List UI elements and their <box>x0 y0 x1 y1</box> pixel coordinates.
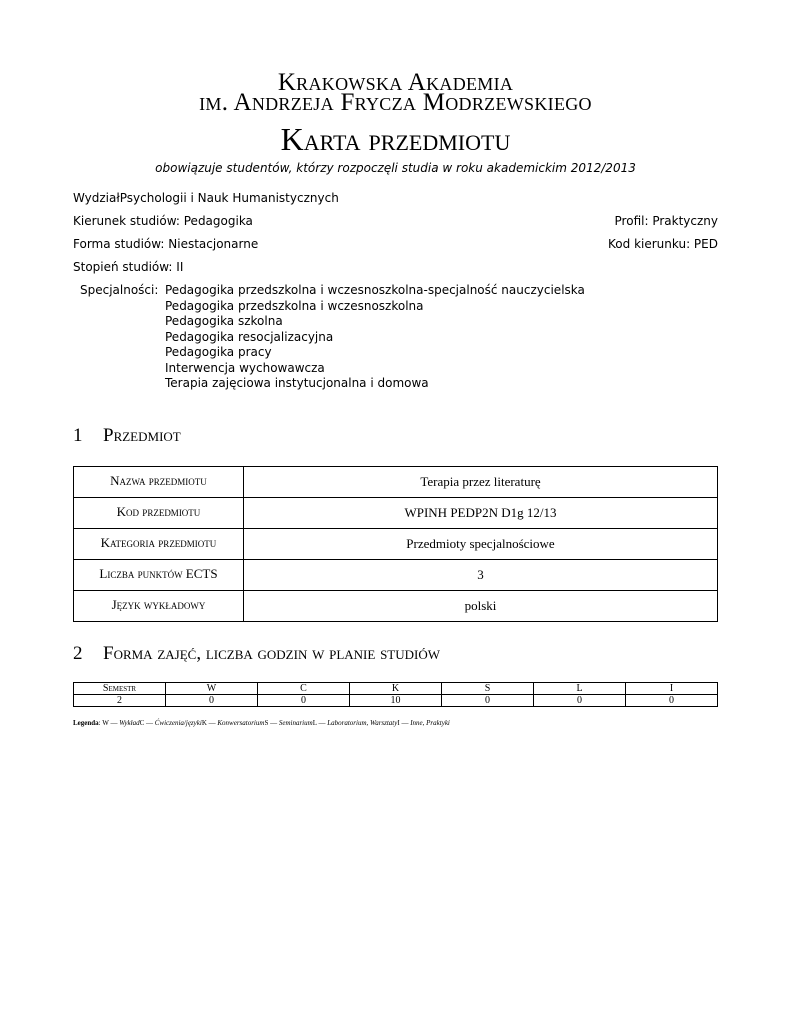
section-2-heading <box>73 643 440 665</box>
column-header: I <box>626 683 718 695</box>
university-name-line1: Krakowska Akademia <box>277 69 514 96</box>
legend-item: Ćwiczenia/języki <box>154 719 202 727</box>
page-title: Karta przedmiotu <box>280 121 511 157</box>
table-value-cell: Terapia przez literaturę <box>244 467 718 498</box>
legend-item: Wykład <box>119 719 140 727</box>
table-label-cell: Kod przedmiotu <box>74 498 244 529</box>
table-label-cell: Liczba punktów ECTS <box>74 560 244 591</box>
column-header: W <box>166 683 258 695</box>
list-item: Pedagogika przedszkolna i wczesnoszkolna-specjalność nauczycielska <box>165 283 585 297</box>
legend-label: Legenda <box>73 719 99 727</box>
legend-text: I — <box>397 719 411 727</box>
page-subtitle: obowiązuje studentów, którzy rozpoczęli studia w roku akademickim 2012/2013 <box>155 161 636 175</box>
faculty: WydziałPsychologii i Nauk Humanistycznych <box>73 191 339 205</box>
table-value-cell: Przedmioty specjalnościowe <box>244 529 718 560</box>
subject-table <box>73 466 718 622</box>
university-name-line2: im. Andrzeja Frycza Modrzewskiego <box>199 89 592 116</box>
legend <box>73 719 450 727</box>
table-value-cell: polski <box>244 591 718 622</box>
legend-text: : W — <box>98 719 120 727</box>
field-of-study: Kierunek studiów: Pedagogika <box>73 214 253 228</box>
table-cell: 0 <box>442 695 534 707</box>
section-number: 2 <box>73 643 83 664</box>
field-code: Kod kierunku: PED <box>608 237 718 251</box>
table-row <box>74 695 718 707</box>
list-item: Pedagogika przedszkolna i wczesnoszkolna <box>165 298 424 313</box>
column-header: K <box>350 683 442 695</box>
table-row <box>74 498 718 529</box>
legend-item: Seminarium <box>278 719 313 727</box>
table-label-cell: Kategoria przedmiotu <box>74 529 244 560</box>
section-title: Przedmiot <box>103 425 181 446</box>
legend-text: L — <box>312 719 328 727</box>
section-number: 1 <box>73 425 83 446</box>
legend-text: K — <box>201 719 218 727</box>
legend-item: Inne, Praktyki <box>410 719 450 727</box>
legend-item: Laboratorium, Warsztaty <box>327 719 398 727</box>
table-value-cell: WPINH PEDP2N D1g 12/13 <box>244 498 718 529</box>
table-row <box>74 591 718 622</box>
table-value-cell: 3 <box>244 560 718 591</box>
table-header-row <box>74 683 718 695</box>
study-level: Stopień studiów: II <box>73 260 184 274</box>
list-item: Pedagogika pracy <box>165 345 272 359</box>
section-1-heading <box>73 425 181 447</box>
column-header: S <box>442 683 534 695</box>
legend-text: C — <box>139 719 155 727</box>
list-item: Terapia zajęciowa instytucjonalna i domowa <box>165 376 429 390</box>
legend-item: Konwersatorium <box>217 719 265 727</box>
list-item: Pedagogika resocjalizacyjna <box>165 329 334 344</box>
section-title: Forma zajęć, liczba godzin w planie studiów <box>103 643 441 664</box>
table-row <box>74 467 718 498</box>
table-label-cell: Nazwa przedmiotu <box>74 467 244 498</box>
table-cell: 0 <box>534 695 626 707</box>
list-item: Interwencja wychowawcza <box>165 360 325 375</box>
table-label-cell: Język wykładowy <box>74 591 244 622</box>
legend-text: S — <box>264 719 279 727</box>
table-cell: 0 <box>258 695 350 707</box>
study-mode: Forma studiów: Niestacjonarne <box>73 237 259 251</box>
profile: Profil: Praktyczny <box>614 214 718 228</box>
column-header: L <box>534 683 626 695</box>
hours-table <box>73 682 718 707</box>
table-cell: 0 <box>626 695 718 707</box>
specializations-label: Specjalności: <box>80 283 159 297</box>
list-item: Pedagogika szkolna <box>165 314 283 328</box>
table-row <box>74 560 718 591</box>
table-cell: 0 <box>166 695 258 707</box>
column-header: C <box>258 683 350 695</box>
specializations-list <box>165 283 585 392</box>
table-cell: 10 <box>350 695 442 707</box>
table-row <box>74 529 718 560</box>
column-header: Semestr <box>74 683 166 695</box>
table-cell: 2 <box>74 695 166 707</box>
